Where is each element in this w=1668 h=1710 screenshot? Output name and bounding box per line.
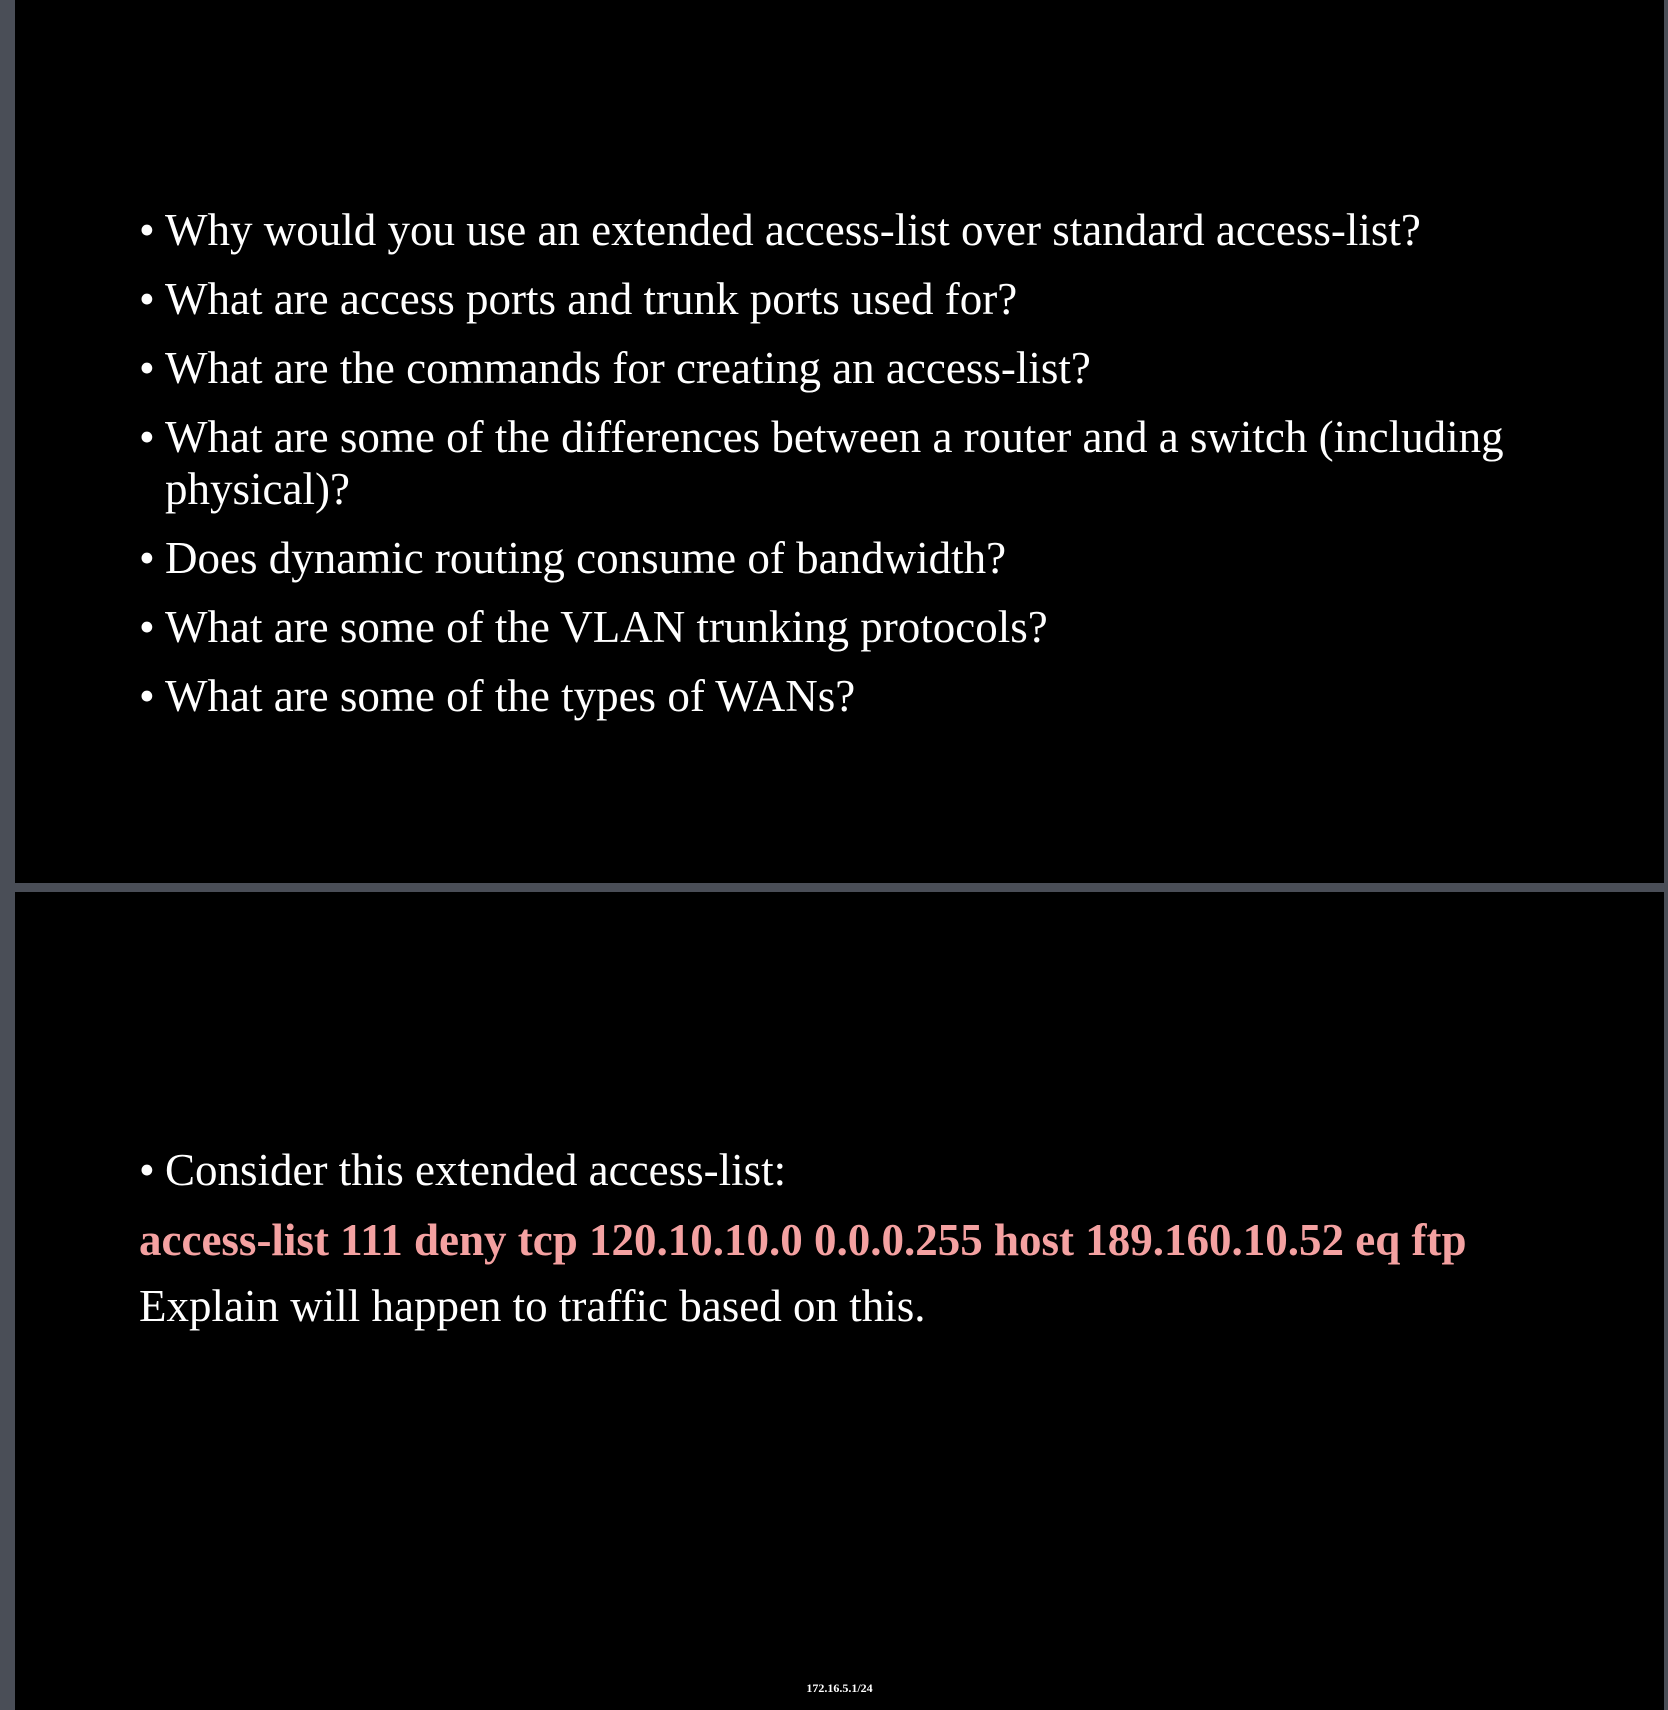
explain-text: Explain will happen to traffic based on this. [139,1281,926,1331]
slide-1[interactable] [15,0,1664,883]
slide-2[interactable] [15,892,1664,1710]
bullet-dot: • [139,671,155,721]
bullet-dot: • [139,343,155,393]
bullet-text: What are access ports and trunk ports used for? [165,274,1018,324]
bullet-text: What are some of the differences between a router and a switch (including physical)? [165,412,1504,514]
bullet-text: What are the commands for creating an access-list? [165,343,1091,393]
bullet-dot: • [139,602,155,652]
bullet-dot: • [139,205,155,255]
bullet-text: Does dynamic routing consume of bandwidth? [165,533,1007,583]
bullet-dot: • [139,533,155,583]
bullet-item [139,273,1624,325]
bullet-text: What are some of the VLAN trunking protocols? [165,602,1048,652]
acl-command: access-list 111 deny tcp 120.10.10.0 0.0.0.255 host 189.160.10.52 eq ftp [139,1215,1467,1265]
bullet-text: What are some of the types of WANs? [165,671,856,721]
slide-2-bullet-list [139,1144,1624,1213]
bullet-item [139,601,1624,653]
slide-1-bullet-list [139,204,1624,739]
bullet-dot: • [139,1145,155,1195]
bullet-item [139,411,1624,515]
bullet-item [139,670,1624,722]
bullet-item [139,1144,1624,1196]
bullet-item [139,342,1624,394]
bullet-item [139,204,1624,256]
bullet-dot: • [139,412,155,462]
bullet-text: Consider this extended access-list: [165,1145,787,1195]
slide-footer: 172.16.5.1/24 [806,1681,873,1695]
bullet-dot: • [139,274,155,324]
bullet-item [139,532,1624,584]
bullet-text: Why would you use an extended access-list over standard access-list? [165,205,1421,255]
